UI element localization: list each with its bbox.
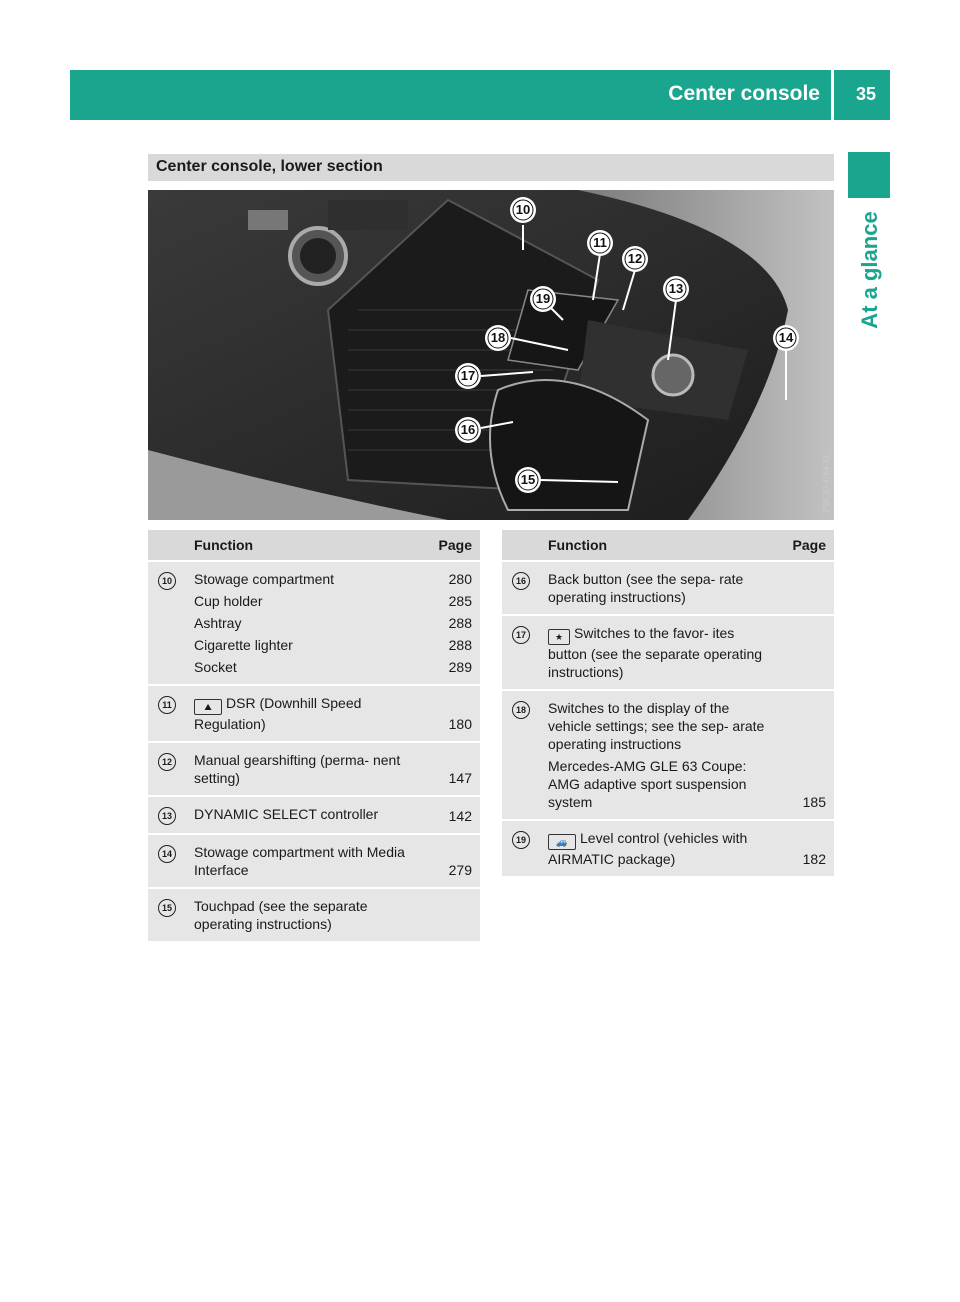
page-number: 35 [855,84,876,104]
col-page: Page [420,530,480,561]
callout-14: 14 [778,330,794,345]
table-row [502,820,834,876]
section-heading [148,154,834,181]
callout-11: 11 [593,235,607,250]
page-ref[interactable]: 142 [420,796,480,834]
callout-18: 18 [490,330,506,345]
callout-17: 17 [460,368,476,383]
function-text: Back button (see the sepa- rate operating instructions) [540,561,774,615]
function-text: Touchpad (see the separate operating instructions) [186,888,420,941]
page-ref [774,561,834,615]
page-ref[interactable]: 280 [448,571,472,587]
page-ref[interactable]: 185 [774,690,834,820]
function-text: Socket [194,659,237,675]
function-text: Cigarette lighter [194,637,293,653]
function-text: Cup holder [194,593,263,609]
downhill-speed-regulation-icon: ⛰ [194,699,222,715]
item-number: 19 [512,831,530,849]
page-ref [420,888,480,941]
side-tab-label: At a glance [857,211,882,329]
page-ref[interactable]: 285 [448,593,472,609]
col-function: Function [540,530,774,561]
callout-16: 16 [460,422,476,437]
page-ref[interactable]: 182 [774,820,834,876]
function-text-variant: Mercedes-AMG GLE 63 Coupe: AMG adaptive sport suspension system [548,758,747,810]
function-cell [540,615,774,690]
page-ref[interactable]: 288 [448,615,472,631]
image-code: P68.20-4764-31 [821,454,830,512]
function-text: DSR (Downhill Speed Regulation) [194,695,362,732]
col-function: Function [186,530,420,561]
item-number: 14 [158,845,176,863]
function-text: Stowage compartment [194,571,335,587]
function-text: Ashtray [194,615,242,631]
function-cell [186,685,420,742]
header-bar [70,70,890,120]
item-number: 11 [158,696,176,714]
callout-15: 15 [520,472,536,487]
header-divider [831,70,834,120]
page-ref[interactable]: 288 [448,637,472,653]
col-page: Page [774,530,834,561]
side-tab-marker [848,152,890,198]
table-row [148,888,480,941]
table-row [148,561,480,685]
side-tab-label-box [840,200,900,340]
function-table-right [502,530,834,876]
function-cell [540,690,774,820]
table-row [148,685,480,742]
favorites-star-icon: ★ [548,629,570,645]
callout-10: 10 [515,202,531,217]
function-table-left [148,530,480,941]
center-console-photo [148,190,834,520]
function-cell [540,820,774,876]
callout-13: 13 [668,281,684,296]
col-num [148,530,186,561]
function-text: Level control (vehicles with AIRMATIC package) [548,830,748,867]
table-row [148,834,480,888]
table-row [502,615,834,690]
function-text: Switches to the favor- ites button (see the separate operating instructions) [548,625,763,680]
callout-12: 12 [627,251,643,266]
page-ref[interactable]: 279 [420,834,480,888]
table-row [502,690,834,820]
table-row [148,796,480,834]
function-text: DYNAMIC SELECT controller [186,796,420,834]
function-text: Manual gearshifting (perma- nent setting) [186,742,420,796]
page-ref[interactable]: 289 [448,659,472,675]
item-number: 18 [512,701,530,719]
item-number: 16 [512,572,530,590]
section-title: Center console, lower section [156,158,383,175]
function-text: Stowage compartment with Media Interface [186,834,420,888]
page-ref[interactable]: 147 [420,742,480,796]
item-number: 17 [512,626,530,644]
item-number: 15 [158,899,176,917]
header-title: Center console [668,82,820,105]
item-number: 12 [158,753,176,771]
col-num [502,530,540,561]
function-cell [186,561,480,685]
function-text: Switches to the display of the vehicle settings; see the sep- arate operating instructions [548,700,765,752]
page-ref[interactable]: 180 [420,685,480,742]
page-ref [774,615,834,690]
item-number: 13 [158,807,176,825]
table-row [502,561,834,615]
level-control-icon: 🚙 [548,834,576,850]
table-row [148,742,480,796]
callout-19: 19 [535,291,551,306]
center-console-illustration [148,190,834,520]
item-number: 10 [158,572,176,590]
